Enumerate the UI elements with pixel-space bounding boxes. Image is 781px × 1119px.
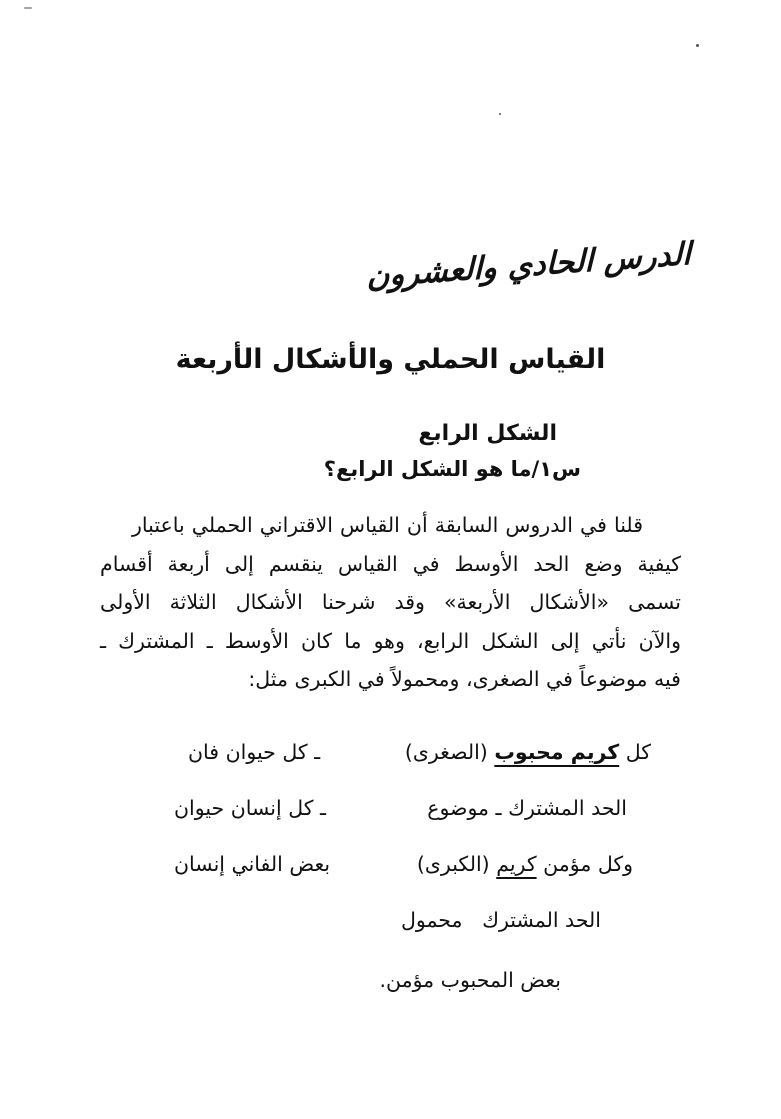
scan-speck: [696, 44, 699, 47]
shared-term-label: الحد المشترك ـ موضوع: [427, 796, 627, 820]
paragraph-line: والآن نأتي إلى الشكل الرابع، وهو ما كان الأوسط ـ المشترك ـ: [100, 628, 681, 653]
conclusion: بعض المحبوب مؤمن.: [379, 968, 561, 992]
question-line: س١/ما هو الشكل الرابع؟: [323, 457, 581, 481]
minor-premise: [405, 737, 651, 767]
shared-term-label: الحد المشترك محمول: [400, 908, 601, 932]
scan-speck: [24, 7, 32, 9]
side-example: ـ كل إنسان حيوان: [174, 796, 327, 820]
premise-suffix: (الكبرى): [416, 852, 497, 876]
body-paragraph: [100, 506, 681, 699]
paragraph-line: قلنا في الدروس السابقة أن القياس الاقتراني الحملي باعتبار: [132, 513, 643, 537]
example-row-shared-term-subject: [100, 793, 681, 823]
syllogism-example-block: [100, 737, 681, 1021]
paragraph-line: فيه موضوعاً في الصغرى، ومحمولاً في الكبرى مثل:: [248, 667, 681, 691]
major-premise: [417, 849, 633, 879]
example-row-shared-term-predicate: [100, 905, 681, 935]
example-row-major-premise: [100, 849, 681, 879]
example-row-conclusion: [100, 965, 681, 995]
scan-speck: [499, 113, 501, 115]
premise-prefix: وكل مؤمن: [536, 852, 633, 876]
side-example: بعض الفاني إنسان: [174, 852, 331, 876]
middle-term-underlined: كريم محبوب: [494, 740, 620, 764]
premise-suffix: (الصغرى): [404, 740, 495, 764]
paragraph-line: تسمى «الأشكال الأربعة» وقد شرحنا الأشكال الثلاثة الأولى: [100, 590, 681, 614]
middle-term-underlined: كريم: [496, 852, 537, 876]
page-title: القياس الحملي والأشكال الأربعة: [175, 344, 606, 375]
side-example: ـ كل حيوان فان: [188, 740, 321, 764]
paragraph-line: كيفية وضع الحد الأوسط في القياس ينقسم إلى أربعة أقسام: [100, 551, 681, 576]
lesson-header-calligraphy: الدرس الحادي والعشرون: [366, 235, 691, 295]
section-heading-fourth-figure: الشكل الرابع: [418, 421, 557, 446]
example-row-minor-premise: [100, 737, 681, 767]
premise-prefix: كل: [619, 740, 651, 764]
